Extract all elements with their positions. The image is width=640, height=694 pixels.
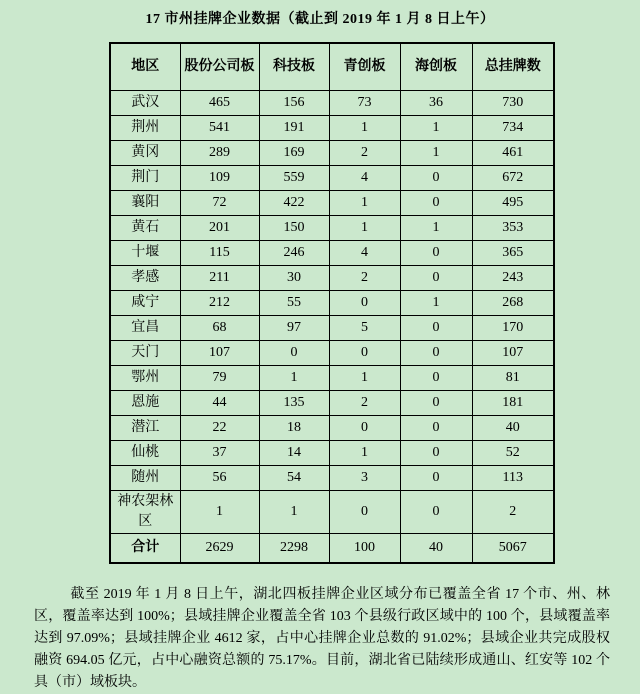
value-cell: 37 [180, 441, 259, 466]
value-cell: 0 [400, 191, 472, 216]
region-cell: 恩施 [110, 391, 180, 416]
region-cell: 黄石 [110, 216, 180, 241]
header-cell-4: 海创板 [400, 43, 472, 91]
value-cell: 1 [400, 291, 472, 316]
value-cell: 4 [329, 166, 400, 191]
value-cell: 135 [259, 391, 329, 416]
value-cell: 5 [329, 316, 400, 341]
value-cell: 1 [329, 366, 400, 391]
value-cell: 353 [472, 216, 554, 241]
value-cell: 730 [472, 91, 554, 116]
region-cell: 十堰 [110, 241, 180, 266]
region-cell: 鄂州 [110, 366, 180, 391]
value-cell: 1 [400, 216, 472, 241]
table-row [110, 116, 554, 141]
value-cell: 1 [259, 366, 329, 391]
value-cell: 1 [259, 491, 329, 534]
value-cell: 156 [259, 91, 329, 116]
value-cell: 0 [329, 491, 400, 534]
value-cell: 5067 [472, 534, 554, 564]
value-cell: 0 [400, 391, 472, 416]
table-header-row [110, 43, 554, 91]
value-cell: 100 [329, 534, 400, 564]
table-row [110, 416, 554, 441]
value-cell: 97 [259, 316, 329, 341]
value-cell: 211 [180, 266, 259, 291]
value-cell: 0 [400, 266, 472, 291]
region-cell: 宜昌 [110, 316, 180, 341]
table-row [110, 266, 554, 291]
value-cell: 109 [180, 166, 259, 191]
value-cell: 4 [329, 241, 400, 266]
value-cell: 0 [400, 316, 472, 341]
value-cell: 422 [259, 191, 329, 216]
table-row [110, 466, 554, 491]
value-cell: 181 [472, 391, 554, 416]
value-cell: 170 [472, 316, 554, 341]
region-cell: 咸宁 [110, 291, 180, 316]
value-cell: 30 [259, 266, 329, 291]
value-cell: 2 [329, 266, 400, 291]
value-cell: 22 [180, 416, 259, 441]
table-row [110, 216, 554, 241]
value-cell: 1 [400, 116, 472, 141]
value-cell: 1 [329, 191, 400, 216]
header-cell-2: 科技板 [259, 43, 329, 91]
value-cell: 2 [472, 491, 554, 534]
value-cell: 169 [259, 141, 329, 166]
value-cell: 0 [400, 416, 472, 441]
table-row [110, 391, 554, 416]
value-cell: 44 [180, 391, 259, 416]
value-cell: 1 [329, 441, 400, 466]
value-cell: 150 [259, 216, 329, 241]
value-cell: 0 [400, 441, 472, 466]
page-title: 17 市州挂牌企业数据（截止到 2019 年 1 月 8 日上午） [145, 12, 495, 27]
region-cell: 孝感 [110, 266, 180, 291]
region-cell: 荆门 [110, 166, 180, 191]
header-cell-5: 总挂牌数 [472, 43, 554, 91]
value-cell: 289 [180, 141, 259, 166]
value-cell: 0 [400, 341, 472, 366]
value-cell: 268 [472, 291, 554, 316]
value-cell: 0 [400, 166, 472, 191]
table-row [110, 141, 554, 166]
value-cell: 0 [329, 416, 400, 441]
value-cell: 36 [400, 91, 472, 116]
region-cell: 神农架林区 [110, 491, 180, 534]
value-cell: 72 [180, 191, 259, 216]
value-cell: 191 [259, 116, 329, 141]
value-cell: 541 [180, 116, 259, 141]
value-cell: 113 [472, 466, 554, 491]
value-cell: 40 [472, 416, 554, 441]
value-cell: 1 [329, 216, 400, 241]
value-cell: 79 [180, 366, 259, 391]
header-cell-3: 青创板 [329, 43, 400, 91]
region-cell: 随州 [110, 466, 180, 491]
value-cell: 18 [259, 416, 329, 441]
region-cell: 武汉 [110, 91, 180, 116]
region-cell: 合计 [110, 534, 180, 564]
value-cell: 40 [400, 534, 472, 564]
value-cell: 1 [329, 116, 400, 141]
table-row [110, 441, 554, 466]
value-cell: 81 [472, 366, 554, 391]
value-cell: 0 [400, 466, 472, 491]
value-cell: 52 [472, 441, 554, 466]
table-row [110, 316, 554, 341]
header-cell-0: 地区 [110, 43, 180, 91]
value-cell: 212 [180, 291, 259, 316]
region-cell: 荆州 [110, 116, 180, 141]
value-cell: 0 [259, 341, 329, 366]
summary-paragraph: 截至 2019 年 1 月 8 日上午，湖北四板挂牌企业区域分布已覆盖全省 17 个市、州、林区，覆盖率达到 100%；县域挂牌企业覆盖全省 103 个县级行政区域中的 100 个，县域覆盖率达到 97.09%；县域挂牌企业 4612 家，占中心挂牌企业总数的 91.02%；县域企业共完成股权融资 694.05 亿元，占中心融资总额的 75.17%。目前，湖北省已陆续形成通山、红安等 102 个具（市）域板块。 [34, 587, 610, 690]
value-cell: 55 [259, 291, 329, 316]
value-cell: 495 [472, 191, 554, 216]
value-cell: 0 [400, 366, 472, 391]
table-row [110, 91, 554, 116]
table-row [110, 291, 554, 316]
value-cell: 465 [180, 91, 259, 116]
header-cell-1: 股份公司板 [180, 43, 259, 91]
value-cell: 56 [180, 466, 259, 491]
region-cell: 天门 [110, 341, 180, 366]
value-cell: 3 [329, 466, 400, 491]
value-cell: 246 [259, 241, 329, 266]
value-cell: 107 [180, 341, 259, 366]
value-cell: 0 [400, 491, 472, 534]
total-row [110, 534, 554, 564]
value-cell: 201 [180, 216, 259, 241]
value-cell: 672 [472, 166, 554, 191]
value-cell: 0 [329, 341, 400, 366]
value-cell: 68 [180, 316, 259, 341]
value-cell: 243 [472, 266, 554, 291]
table-row [110, 241, 554, 266]
value-cell: 2629 [180, 534, 259, 564]
table-row [110, 341, 554, 366]
value-cell: 365 [472, 241, 554, 266]
value-cell: 54 [259, 466, 329, 491]
value-cell: 107 [472, 341, 554, 366]
value-cell: 73 [329, 91, 400, 116]
value-cell: 2298 [259, 534, 329, 564]
region-cell: 襄阳 [110, 191, 180, 216]
value-cell: 115 [180, 241, 259, 266]
value-cell: 0 [400, 241, 472, 266]
value-cell: 2 [329, 141, 400, 166]
value-cell: 461 [472, 141, 554, 166]
value-cell: 2 [329, 391, 400, 416]
value-cell: 1 [400, 141, 472, 166]
value-cell: 0 [329, 291, 400, 316]
table-row [110, 366, 554, 391]
region-cell: 潜江 [110, 416, 180, 441]
listed-companies-table [109, 42, 555, 564]
value-cell: 559 [259, 166, 329, 191]
region-cell: 仙桃 [110, 441, 180, 466]
value-cell: 14 [259, 441, 329, 466]
value-cell: 734 [472, 116, 554, 141]
value-cell: 1 [180, 491, 259, 534]
region-cell: 黄冈 [110, 141, 180, 166]
table-row [110, 191, 554, 216]
table-row [110, 491, 554, 534]
table-row [110, 166, 554, 191]
